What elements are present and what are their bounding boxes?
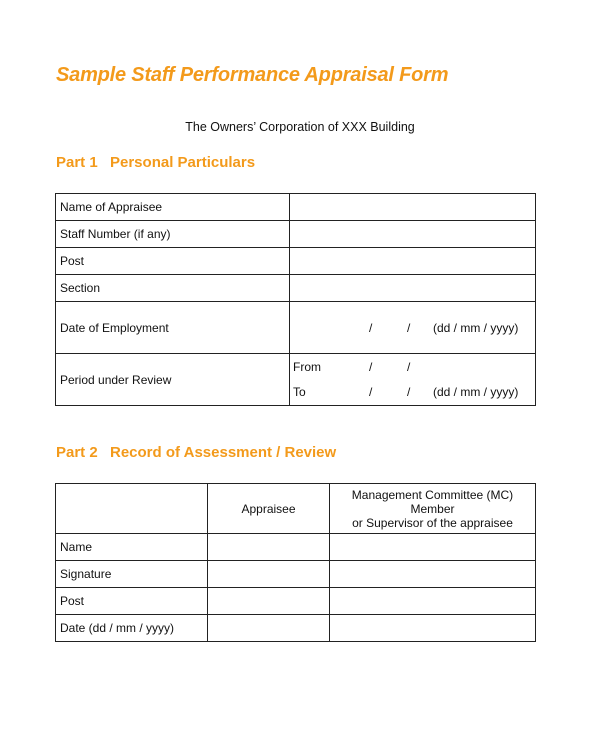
- mc-name-cell[interactable]: [330, 534, 536, 561]
- table-row: [56, 194, 536, 221]
- date-slash: /: [407, 320, 411, 335]
- table-row: [56, 588, 536, 615]
- post-label: Post: [56, 248, 290, 275]
- appraisee-signature-cell[interactable]: [208, 561, 330, 588]
- signature-label: Signature: [56, 561, 208, 588]
- appraisee-date-cell[interactable]: [208, 615, 330, 642]
- post-field[interactable]: [290, 248, 536, 275]
- from-label: From: [293, 359, 321, 374]
- section-field[interactable]: [290, 275, 536, 302]
- table-row: [56, 248, 536, 275]
- date-slash: /: [407, 385, 411, 399]
- date-slash: /: [369, 385, 373, 399]
- table-header-row: [56, 484, 536, 534]
- table-row: [56, 534, 536, 561]
- table-row: [56, 221, 536, 248]
- review-to-line[interactable]: [290, 379, 535, 405]
- blank-header-cell: [56, 484, 208, 534]
- section-label: Section: [56, 275, 290, 302]
- staff-number-label: Staff Number (if any): [56, 221, 290, 248]
- part2-heading: [56, 444, 336, 461]
- employment-date-field[interactable]: [290, 302, 536, 354]
- mc-post-cell[interactable]: [330, 588, 536, 615]
- employment-date-label: Date of Employment: [56, 302, 290, 354]
- form-title: Sample Staff Performance Appraisal Form: [56, 64, 449, 86]
- appraisee-name-cell[interactable]: [208, 534, 330, 561]
- mc-column-header: [330, 484, 536, 534]
- name-label: Name: [56, 534, 208, 561]
- staff-number-field[interactable]: [290, 221, 536, 248]
- part1-title: Personal Particulars: [110, 154, 256, 171]
- mc-date-cell[interactable]: [330, 615, 536, 642]
- date-format-hint: (dd / mm / yyyy): [433, 320, 519, 335]
- to-label: To: [293, 385, 306, 399]
- part2-title: Record of Assessment / Review: [110, 444, 337, 461]
- appraisee-name-label: Name of Appraisee: [56, 194, 290, 221]
- appraisee-name-field[interactable]: [290, 194, 536, 221]
- mc-header-line2: or Supervisor of the appraisee: [352, 515, 513, 530]
- date-slash: /: [369, 359, 373, 374]
- table-row: [56, 275, 536, 302]
- table-row: [56, 354, 536, 406]
- appraisee-column-header: Appraisee: [208, 484, 330, 534]
- mc-signature-cell[interactable]: [330, 561, 536, 588]
- date-slash: /: [407, 359, 411, 374]
- mc-header-line1: Management Committee (MC) Member: [351, 487, 514, 516]
- appraisee-post-cell[interactable]: [208, 588, 330, 615]
- review-from-line[interactable]: [290, 354, 535, 379]
- date-slash: /: [369, 320, 373, 335]
- review-period-label: Period under Review: [56, 354, 290, 406]
- table-row: [56, 302, 536, 354]
- date-format-hint: (dd / mm / yyyy): [433, 385, 519, 399]
- date-label: Date (dd / mm / yyyy): [56, 615, 208, 642]
- table-row: [56, 561, 536, 588]
- review-period-field[interactable]: [290, 354, 536, 406]
- assessment-record-table: [55, 483, 536, 642]
- part1-heading: [56, 154, 255, 171]
- organization-name: The Owners’ Corporation of XXX Building: [185, 120, 415, 134]
- part1-number: Part 1: [56, 154, 98, 171]
- post-label: Post: [56, 588, 208, 615]
- personal-particulars-table: [55, 193, 536, 406]
- part2-number: Part 2: [56, 444, 98, 461]
- table-row: [56, 615, 536, 642]
